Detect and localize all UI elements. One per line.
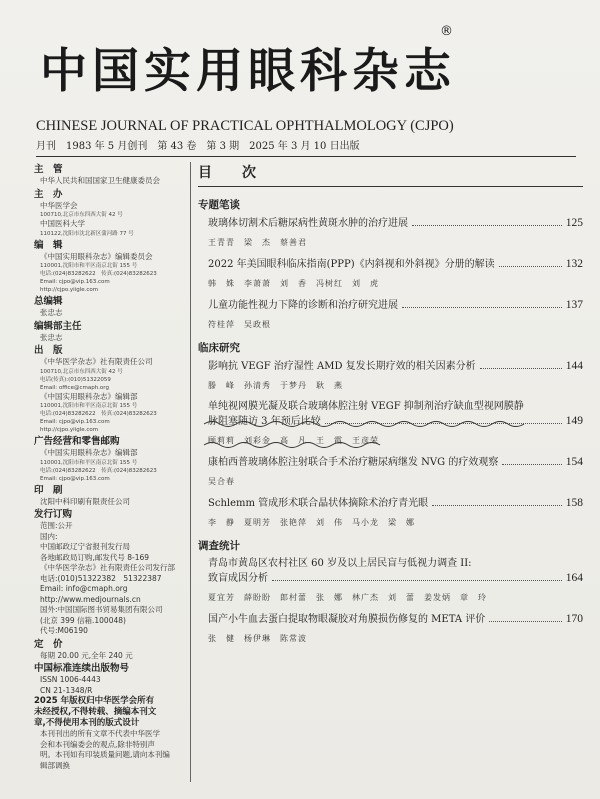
article-authors: 李 静 夏明芳 张艳萍 刘 伟 马小龙 梁 娜 <box>208 518 415 527</box>
masthead-text: 每期 20.00 元,全年 240 元 <box>40 650 133 660</box>
toc-article-line <box>198 359 583 374</box>
masthead-text: 中华医学会 <box>40 200 78 210</box>
toc-section-heading: 调查统计 <box>198 540 240 552</box>
registered-mark: ® <box>440 24 453 39</box>
masthead-text: 电话:(010)51322382 51322387 <box>40 573 162 583</box>
article-title: 康柏西普玻璃体腔注射联合手术治疗糖尿病继发 NVG 的疗效观察 <box>208 457 499 468</box>
masthead-small-text: Email: office@cmaph.org <box>40 384 109 391</box>
masthead-text: 《中国实用眼科杂志》编辑委员会 <box>40 251 153 261</box>
article-authors: 张 健 杨伊琳 陈常波 <box>208 634 307 643</box>
masthead-text: CN 21-1348/R <box>40 685 93 695</box>
masthead-small-text: 电话:(024)83282622 传真:(024)83282623 <box>40 271 157 277</box>
copyright-text: 章,不得使用本刊的版式设计 <box>34 718 140 728</box>
masthead-small-text: Email: cjpo@vip.163.com <box>40 279 110 285</box>
masthead-small-text: 电话:(024)83282622 传真:(024)83282623 <box>40 467 157 474</box>
toc-article-line <box>198 571 583 586</box>
masthead-text: http://www.medjournals.cn <box>40 594 141 604</box>
article-authors: 王青青 梁 杰 蔡善君 <box>208 238 307 247</box>
copyright-fine-text: 辑部调换 <box>40 760 70 770</box>
article-title: 玻璃体切割术后糖尿病性黄斑水肿的治疗进展 <box>208 218 408 229</box>
masthead-text: 《中华医学杂志》社有限责任公司 <box>40 357 153 366</box>
masthead-text: 中华人民共和国国家卫生健康委员会 <box>40 176 160 185</box>
masthead-small-text: http://cjpo.yiigle.com <box>40 427 99 433</box>
masthead-text: 张忠志 <box>40 308 63 317</box>
masthead-text: 张忠志 <box>40 332 63 342</box>
toc-article-line <box>198 612 583 627</box>
toc-article <box>198 298 583 330</box>
article-authors: 滕 峰 孙清秀 于梦丹 耿 燕 <box>208 381 343 390</box>
article-title: 2022 年美国眼科临床指南(PPP)《内斜视和外斜视》分册的解读 <box>208 259 495 270</box>
article-title-continued: 致盲成因分析 <box>208 573 268 584</box>
masthead-small-text: Email: cjpo@vip.163.com <box>40 475 110 482</box>
page-number: 154 <box>565 456 583 468</box>
handwritten-underline-authors <box>200 440 400 450</box>
article-title: 国产小牛血去蛋白提取物眼凝胶对角膜损伤修复的 META 评价 <box>208 614 486 625</box>
page-number: 170 <box>565 613 583 625</box>
toc-article <box>198 612 583 644</box>
masthead-heading: 发行订购 <box>34 509 73 520</box>
article-authors: 顾莉莉 刘彩金 高 凡 王 霞 王彦荣 <box>208 436 379 445</box>
masthead-text: 范围:公开 <box>40 521 73 530</box>
article-title: Schlemm 管成形术联合晶状体摘除术治疗青光眼 <box>208 498 429 509</box>
page-number: 132 <box>565 258 583 270</box>
leader-dots <box>412 225 562 226</box>
masthead-small-text: Email: cjpo@vip.163.com <box>40 419 110 425</box>
page-number: 149 <box>565 415 583 427</box>
article-authors: 夏宜芳 薛盼盼 郎村蕾 张 娜 林广杰 刘 蕾 姜发炳 章 玲 <box>208 593 487 602</box>
masthead-column <box>34 162 202 771</box>
masthead-text: 中国医科大学 <box>40 219 85 228</box>
copyright-fine-text: 会和本刊编委会的观点,除非特别声 <box>40 739 155 749</box>
page-number: 144 <box>565 360 583 372</box>
toc-section-heading: 临床研究 <box>198 342 240 354</box>
toc-title: 目 次 <box>198 162 583 187</box>
masthead-small-text: 100710,北京市东四西大街 42 号 <box>40 368 123 375</box>
masthead-small-text: 110122,沈阳市沈北新区蒲河路 77 号 <box>40 230 134 237</box>
table-of-contents <box>198 162 583 653</box>
masthead-heading: 定 价 <box>34 638 63 650</box>
leader-dots <box>489 621 562 622</box>
article-title: 单纯视网膜光凝及联合玻璃体腔注射 VEGF 抑制剂治疗缺血型视网膜静 <box>208 401 524 412</box>
article-authors: 符桂萍 吴政根 <box>208 320 271 329</box>
article-title: 儿童功能性视力下降的诊断和治疗研究进展 <box>208 300 398 311</box>
masthead-text: 国外:中国国际图书贸易集团有限公司 <box>40 605 163 614</box>
header-rule <box>36 156 576 157</box>
article-authors: 韩 姝 李萧萧 刘 香 冯树红 刘 虎 <box>208 279 379 288</box>
masthead-small-text: http://cjpo.yiigle.com <box>40 287 99 293</box>
masthead-heading: 印 刷 <box>34 484 63 496</box>
masthead-small-text: 电话(传真):(010)51322059 <box>40 376 111 383</box>
masthead-heading: 广告经营和零售邮购 <box>34 436 120 447</box>
leader-dots <box>432 505 562 506</box>
masthead-text: Email: info@cmaph.org <box>40 584 128 593</box>
masthead-text: 各地邮政局订购,邮发代号 8-169 <box>40 552 150 562</box>
toc-article <box>198 496 583 528</box>
page-number: 125 <box>565 217 583 229</box>
page-number: 158 <box>565 497 583 509</box>
toc-article <box>198 557 583 603</box>
copyright-fine-text: 明。本刊如有印装质量问题,请向本刊编 <box>40 750 170 759</box>
masthead-text: 国内: <box>40 531 58 541</box>
article-title: 影响抗 VEGF 治疗湿性 AMD 复发长期疗效的相关因素分析 <box>208 361 476 372</box>
toc-article-line <box>198 557 583 571</box>
toc-article <box>198 359 583 391</box>
masthead-text: 代号:M06190 <box>40 626 88 635</box>
masthead-heading: 主 管 <box>34 164 63 175</box>
toc-article-line <box>198 298 583 313</box>
leader-dots <box>499 266 562 267</box>
toc-article-line <box>198 216 583 231</box>
journal-title: 中国实用眼科杂志 <box>40 44 456 99</box>
toc-article <box>198 257 583 289</box>
copyright-fine-text: 本刊刊出的所有文章不代表中华医学 <box>40 729 160 738</box>
toc-article-line <box>198 455 583 470</box>
masthead-heading: 主 办 <box>34 188 63 200</box>
page-number: 164 <box>565 572 583 584</box>
toc-article-line <box>198 257 583 272</box>
masthead-small-text: 110001,沈阳市和平区南京北街 155 号 <box>40 459 138 466</box>
masthead-text: 中国邮政辽宁省报刊发行局 <box>40 542 130 551</box>
toc-article-line <box>198 496 583 511</box>
toc-article-line <box>198 400 583 414</box>
masthead-heading: 出 版 <box>34 345 63 356</box>
leader-dots <box>502 464 561 465</box>
masthead-small-text: 110001,沈阳市和平区南京北街 155 号 <box>40 403 138 409</box>
masthead-small-text: 电话:(024)83282622 传真:(024)83282623 <box>40 411 157 417</box>
masthead-small-text: 110001,沈阳市和平区南京北街 155 号 <box>40 263 138 269</box>
masthead-small-text: 100710,北京市东四西大街 42 号 <box>40 212 123 218</box>
toc-article <box>198 455 583 487</box>
copyright-text: 未经授权,不得转载、摘编本刊文 <box>34 707 157 717</box>
leader-dots <box>480 368 562 369</box>
article-title: 青岛市黄岛区农村社区 60 岁及以上居民盲与低视力调查 II: <box>208 558 472 569</box>
toc-article <box>198 216 583 248</box>
masthead-text: 《中国实用眼科杂志》编辑部 <box>40 448 138 457</box>
masthead-text: ISSN 1006-4443 <box>40 675 101 684</box>
masthead-heading: 编 辑 <box>34 239 63 251</box>
article-title-continued: 脉阻塞随访 3 年预后比较 <box>208 416 321 427</box>
publication-info: 月刊 1983 年 5 月创刊 第 43 卷 第 3 期 2025 年 3 月 10 日出版 <box>36 141 360 152</box>
column-divider <box>190 162 191 782</box>
masthead-heading: 编辑部主任 <box>34 320 82 332</box>
article-authors: 吴合春 <box>208 477 235 486</box>
masthead-text: (北京 399 信箱.100048) <box>40 615 126 625</box>
masthead-heading: 总编辑 <box>34 296 63 307</box>
handwritten-underline <box>200 419 560 429</box>
masthead-text: 沈阳中科印刷有限责任公司 <box>40 496 130 506</box>
copyright-text: 2025 年版权归中华医学会所有 <box>34 696 155 706</box>
masthead-text: 《中国实用眼科杂志》编辑部 <box>40 391 138 401</box>
toc-section-heading: 专题笔谈 <box>198 199 240 211</box>
english-title: CHINESE JOURNAL OF PRACTICAL OPHTHALMOLOGY (CJPO) <box>36 118 454 134</box>
page-number: 137 <box>565 299 583 311</box>
leader-dots <box>272 580 562 581</box>
masthead-text: 《中华医学杂志》社有限责任公司发行部 <box>40 563 175 572</box>
leader-dots <box>402 307 562 308</box>
masthead-heading: 中国标准连续出版物号 <box>34 663 130 674</box>
